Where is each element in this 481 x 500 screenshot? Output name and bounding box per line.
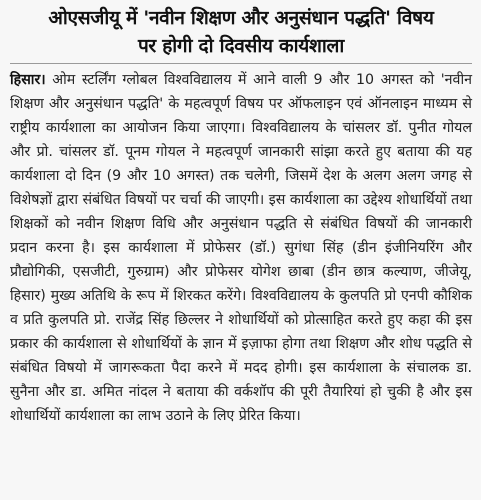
headline-divider <box>10 63 472 64</box>
article-body <box>10 68 472 428</box>
dateline: हिसार। <box>10 72 46 88</box>
headline <box>10 4 472 60</box>
article-text: ओम स्टर्लिंग ग्लोबल विश्वविद्यालय में आने वाली 9 और 10 अगस्त को 'नवीन शिक्षण और अनुसंधान पद्धति' के महत्वपूर्ण विषय पर ऑफलाइन एवं ऑनलाइन माध्यम से राष्ट्रीय कार्यशाला का आयोजन किया जाएगा। विश्वविद्यालय के चांसलर डॉ. पुनीत गोयल और प्रो. चांसलर डॉ. पूनम गोयल ने महत्वपूर्ण जानकारी सांझा करते हुए बताया की यह कार्यशाला दो दिन (9 और 10 अगस्त) तक चलेगी, जिसमें देश के अलग अलग जगह से विशेषज्ञों द्वारा संबंधित विषयों पर चर्चा की जाएगी। इस कार्यशाला का उद्देश्य शोधार्थियों तथा शिक्षकों को नवीन शिक्षण विधि और अनुसंधान पद्धति से संबंधित विषयों की जानकारी प्रदान करना है। इस कार्यशाला में प्रोफेसर (डॉ.) सुगंधा सिंह (डीन इंजीनियरिंग और प्रौद्योगिकी, एसजीटी, गुरुग्राम) और प्रोफेसर योगेश छाबा (डीन छात्र कल्याण, जीजेयू, हिसार) मुख्य अतिथि के रूप में शिरकत करेंगे। विश्वविद्यालय के कुलपति प्रो एनपी कौशिक व प्रति कुलपति प्रो. राजेंद्र सिंह छिल्लर ने शोधार्थियों को प्रोत्साहित करते हुए कहा की इस प्रकार की कार्यशाला से शोधार्थियों के ज्ञान में इज़ाफा होगा तथा शिक्षण और शोध पद्धति से संबंधित विषयो में जागरूकता पैदा करने में मदद होगी। इस कार्यशाला के संचालक डा. सुनैना और डा. अमित नांदल ने बताया की वर्कशॉप की पूरी तैयारियां हो चुकी है और इस शोधार्थियों कार्यशाला का लाभ उठाने के लिए प्रेरित किया। <box>10 72 472 424</box>
headline-line-2: पर होगी दो दिवसीय कार्यशाला <box>137 35 345 57</box>
headline-line-1: ओएसजीयू में 'नवीन शिक्षण और अनुसंधान पद्धति' विषय <box>48 7 434 29</box>
